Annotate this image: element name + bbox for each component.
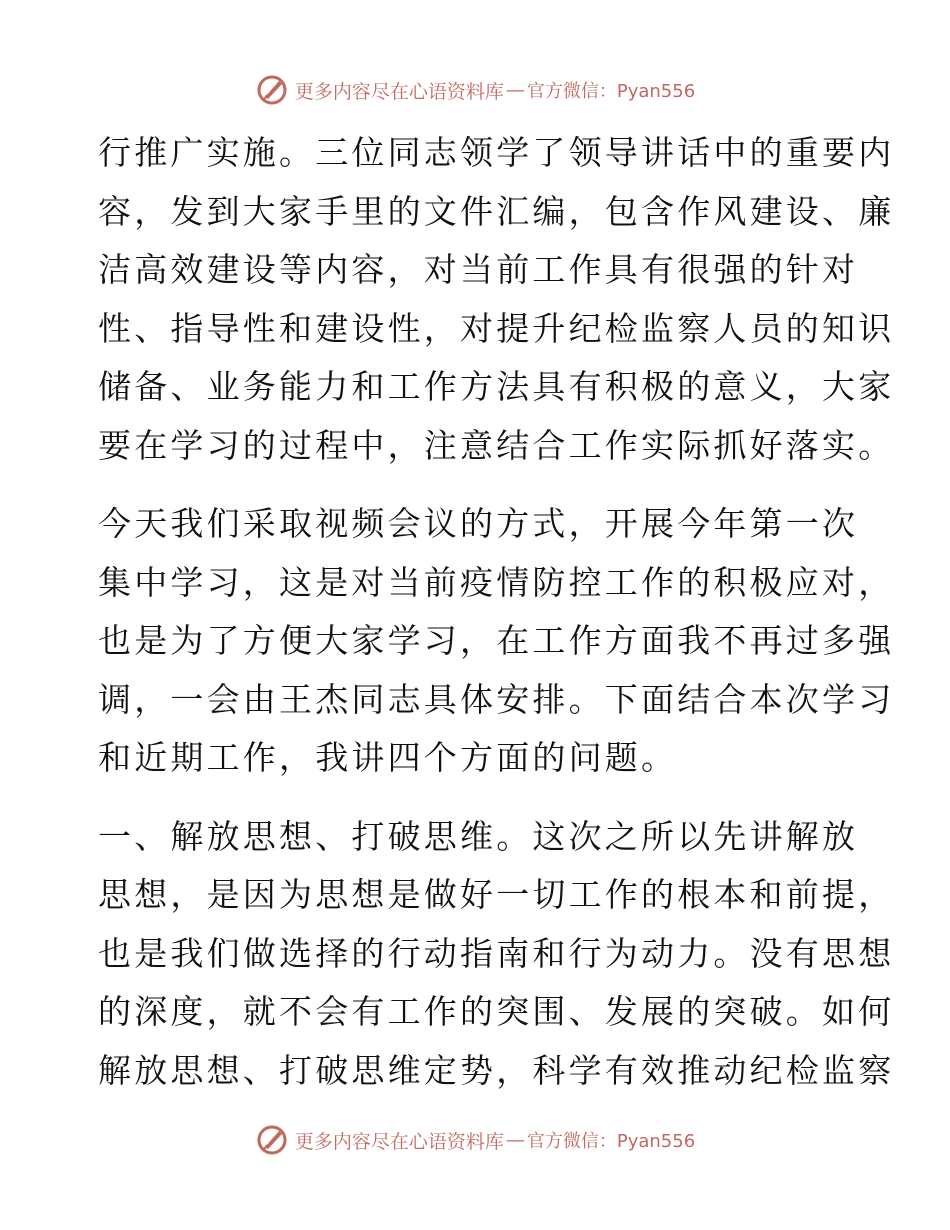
text-line: 一、解放思想、打破思维。这次之所以先讲解放 — [98, 816, 859, 856]
paragraph-1 — [98, 124, 895, 475]
text-line: 解放思想、打破思维定势，科学有效推动纪检监察 — [98, 1050, 895, 1090]
text-line: 也是我们做选择的行动指南和行为动力。没有思想 — [98, 933, 895, 973]
footer-watermark — [0, 1120, 950, 1160]
header-watermark-separator: — — [505, 79, 525, 101]
text-line: 要在学习的过程中，注意结合工作实际抓好落实。 — [98, 425, 895, 465]
text-line: 也是为了方便大家学习，在工作方面我不再过多强 — [98, 621, 895, 660]
paragraph-2 — [98, 495, 895, 788]
text-line: 储备、业务能力和工作方法具有积极的意义，大家 — [98, 367, 895, 406]
footer-watermark-wechat: 官方微信：Pyan556 — [526, 1131, 696, 1152]
text-line: 思想，是因为思想是做好一切工作的根本和前提， — [98, 875, 895, 914]
text-line: 和近期工作，我讲四个方面的问题。 — [98, 738, 678, 777]
document-body — [98, 124, 895, 1100]
text-line: 容，发到大家手里的文件汇编，包含作风建设、廉 — [98, 191, 895, 231]
header-watermark — [0, 70, 950, 110]
footer-watermark-text: 更多内容尽在心语资料库 — [294, 1130, 504, 1153]
paragraph-3 — [98, 808, 895, 1101]
text-line: 今天我们采取视频会议的方式，开展今年第一次 — [98, 504, 859, 543]
text-line: 集中学习，这是对当前疫情防控工作的积极应对， — [98, 562, 895, 602]
text-line: 调，一会由王杰同志具体安排。下面结合本次学习 — [98, 679, 895, 719]
text-line: 洁高效建设等内容，对当前工作具有很强的针对 — [98, 250, 859, 289]
header-watermark-wechat: 官方微信：Pyan556 — [526, 81, 696, 102]
footer-watermark-separator: — — [505, 1129, 525, 1151]
quill-logo-icon — [255, 73, 289, 107]
text-line: 行推广实施。三位同志领学了领导讲话中的重要内 — [98, 133, 895, 172]
header-watermark-text: 更多内容尽在心语资料库 — [294, 80, 504, 103]
text-line: 的深度，就不会有工作的突围、发展的突破。如何 — [98, 992, 895, 1031]
text-line: 性、指导性和建设性，对提升纪检监察人员的知识 — [98, 308, 895, 348]
quill-logo-icon — [255, 1123, 289, 1157]
